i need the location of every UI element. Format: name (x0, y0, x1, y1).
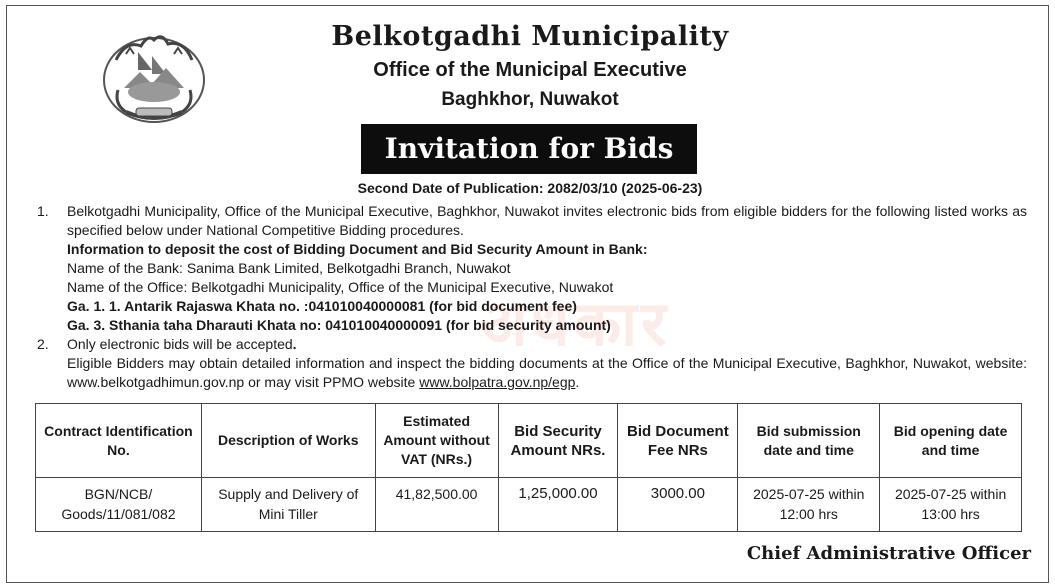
header-bid-security: Bid Security Amount NRs. (498, 404, 618, 478)
municipality-name: Belkotgadhi Municipality (331, 21, 729, 52)
cell-submission: 2025-07-25 within 12:00 hrs (738, 478, 880, 532)
eligible-bidders-text (67, 354, 1027, 392)
electronic-bids-period: . (292, 336, 297, 352)
table-header-row (36, 404, 1022, 478)
cell-description: Supply and Delivery of Mini Tiller (201, 478, 375, 532)
cell-opening: 2025-07-25 within 13:00 hrs (880, 478, 1022, 532)
notice-body (37, 202, 1027, 392)
office-name-line: Name of the Office: Belkotgadhi Municipality, Office of the Municipal Executive, Nuwakot (67, 279, 614, 295)
electronic-bids-text: Only electronic bids will be accepted (67, 336, 293, 352)
section-2 (37, 335, 1027, 392)
office-name: Office of the Municipal Executive (373, 59, 687, 81)
bank-name-line: Name of the Bank: Sanima Bank Limited, Belkotgadhi Branch, Nuwakot (67, 260, 511, 276)
header-submission: Bid submission date and time (738, 404, 880, 478)
eligible-bidders-end: . (575, 374, 580, 390)
section-1 (37, 202, 1027, 335)
header-estimated-amount: Estimated Amount without VAT (NRs.) (375, 404, 498, 478)
electronic-bids-line (67, 335, 1027, 354)
cell-contract-id: BGN/NCB/ Goods/11/081/082 (36, 478, 202, 532)
account-line-2: Ga. 3. Sthania taha Dharauti Khata no: 041010040000091 (for bid security amount) (67, 317, 611, 333)
publication-date: Second Date of Publication: 2082/03/10 (2025-06-23) (357, 180, 703, 196)
section-2-number: 2. (37, 336, 49, 352)
header-opening: Bid opening date and time (880, 404, 1022, 478)
notice-title-banner: Invitation for Bids (361, 124, 697, 174)
cell-estimated-amount: 41,82,500.00 (375, 478, 498, 532)
letterhead (300, 20, 760, 114)
ppmo-link[interactable]: www.bolpatra.gov.np/egp (419, 374, 576, 390)
header-document-fee: Bid Document Fee NRs (618, 404, 738, 478)
header-contract-id: Contract Identification No. (36, 404, 202, 478)
nepal-government-emblem-icon (96, 30, 212, 126)
bid-table (35, 403, 1022, 532)
header-description: Description of Works (201, 404, 375, 478)
office-location: Baghkhor, Nuwakot (441, 89, 619, 110)
cell-bid-security: 1,25,000.00 (498, 478, 618, 532)
eligible-bidders-body: Eligible Bidders may obtain detailed information and inspect the bidding documents at the Office of the Municipal Executive, Baghkhor, Nuwakot, website: www.belkotgadhimun.gov.np or may visit PPMO website (67, 355, 1027, 390)
table-row (36, 478, 1022, 532)
section-1-number: 1. (37, 203, 49, 219)
section-1-text: Belkotgadhi Municipality, Office of the Municipal Executive, Baghkhor, Nuwakot invites electronic bids from eligible bidders for the following listed works as specified below under National Competitive Bidding procedures. (67, 203, 1027, 238)
deposit-heading: Information to deposit the cost of Bidding Document and Bid Security Amount in Bank: (67, 241, 648, 257)
account-line-1: Ga. 1. 1. Antarik Rajaswa Khata no. :041010040000081 (for bid document fee) (67, 298, 577, 314)
cell-document-fee: 3000.00 (618, 478, 738, 532)
signatory-title: Chief Administrative Officer (746, 543, 1031, 564)
